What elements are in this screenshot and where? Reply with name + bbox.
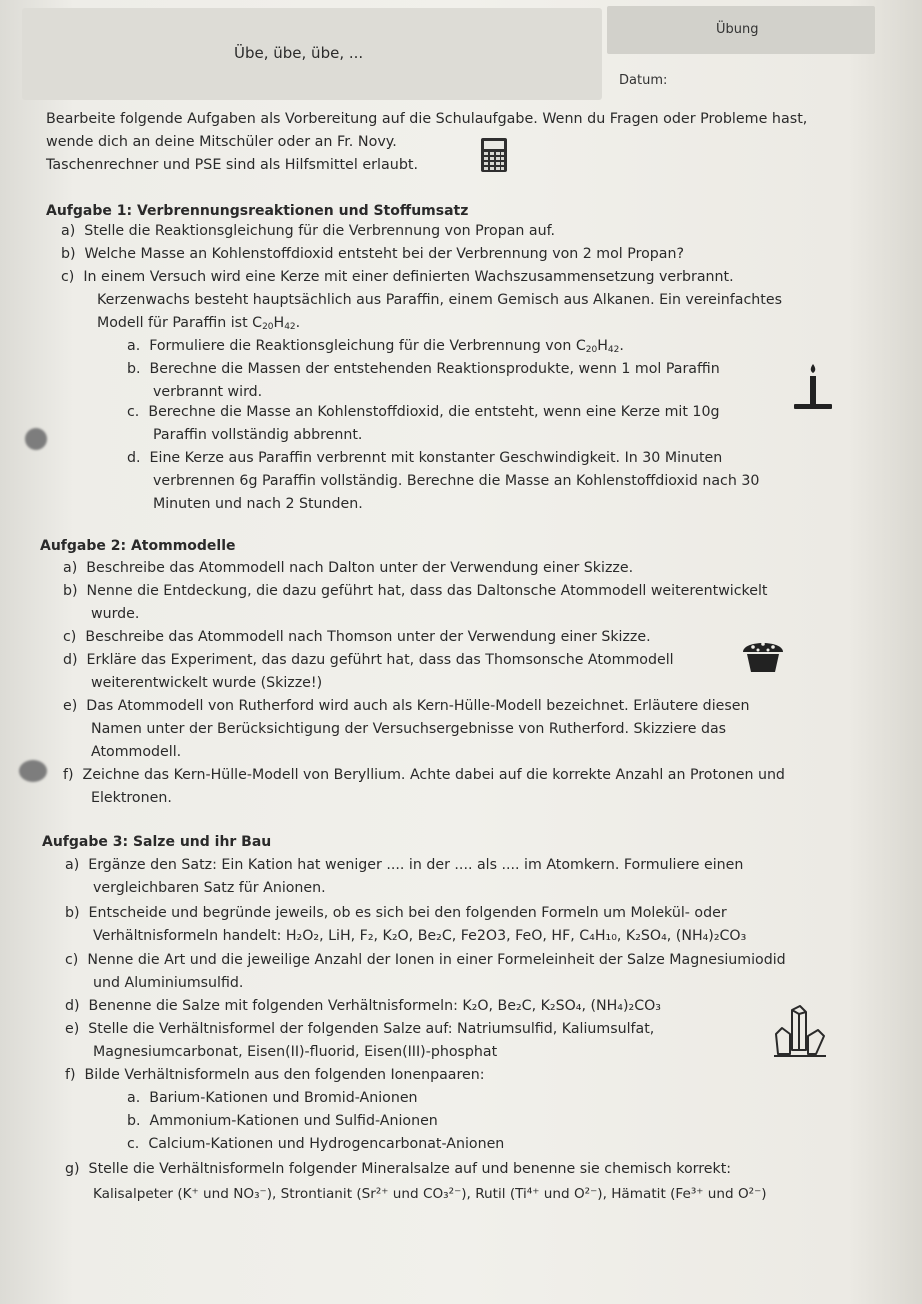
formula-element: H [273,315,285,331]
task1-cc-line1: c. Berechne die Masse an Kohlenstoffdioxid, die entsteht, wenn eine Kerze mit 10g [127,404,720,420]
task3-g-line1: g) Stelle die Verhältnisformeln folgender Mineralsalze auf und benenne sie chemisch korrekt: [65,1161,732,1177]
task2-b-line2: wurde. [91,606,140,622]
task1-c-line1: c) In einem Versuch wird eine Kerze mit einer definierten Wachszusammensetzung verbrannt. [61,269,734,285]
subscript: 42 [607,345,620,355]
muffin-icon [738,634,788,674]
task3-d-formulas: K₂O, Be₂C, K₂SO₄, (NH₄)₂CO₃ [462,998,661,1014]
punch-hole [19,760,47,782]
task1-cb-line1: b. Berechne die Massen der entstehenden Reaktionsprodukte, wenn 1 mol Paraffin [127,361,720,377]
task2-e-line3: Atommodell. [91,744,182,760]
intro-line-1: Bearbeite folgende Aufgaben als Vorbereitung auf die Schulaufgabe. Wenn du Fragen oder Probleme hast, [46,111,808,127]
task1-cb-line2: verbrannt wird. [153,384,263,400]
task1-ca [127,338,624,355]
task2-f-line2: Elektronen. [91,790,172,806]
task1-c-line2: Kerzenwachs besteht hauptsächlich aus Paraffin, einem Gemisch aus Alkanen. Ein vereinfachtes [97,292,782,308]
task3-a-line2: vergleichbaren Satz für Anionen. [93,880,326,896]
task2-f-line1: f) Zeichne das Kern-Hülle-Modell von Beryllium. Achte dabei auf die korrekte Anzahl an Protonen und [63,767,785,783]
task3-c-line2: und Aluminiumsulfid. [93,975,244,991]
task2-e-line1: e) Das Atommodell von Rutherford wird auch als Kern-Hülle-Modell bezeichnet. Erläutere diesen [63,698,750,714]
task3-f: f) Bilde Verhältnisformeln aus den folgenden Ionenpaaren: [65,1067,485,1083]
subscript: 42 [284,322,296,332]
task3-b-formulas: H₂O₂, LiH, F₂, K₂O, Be₂C, Fe2O3, FeO, HF, C₄H₁₀, K₂SO₄, (NH₄)₂CO₃ [285,928,747,944]
task1-ca-text: a. Formuliere die Reaktionsgleichung für die Verbrennung von C [127,338,586,354]
task3-title: Aufgabe 3: Salze und ihr Bau [42,834,272,850]
subscript: 20 [262,322,274,332]
punctuation: . [619,338,624,354]
task3-b-text: Verhältnisformeln handelt: [93,928,286,944]
task3-fa: a. Barium-Kationen und Bromid-Anionen [127,1090,418,1106]
task1-c-line3 [97,315,300,332]
task3-fc: c. Calcium-Kationen und Hydrogencarbonat-Anionen [127,1136,505,1152]
task1-c-line3-text: Modell für Paraffin ist C [97,315,263,331]
task1-cd-line1: d. Eine Kerze aus Paraffin verbrennt mit konstanter Geschwindigkeit. In 30 Minuten [127,450,723,466]
candle-icon [790,362,836,412]
uebung-badge-label: Übung [716,22,759,37]
worksheet-title: Übe, übe, übe, ... [234,44,364,62]
task3-b-line2 [93,928,746,944]
intro-text [46,108,866,177]
punctuation: . [295,315,301,331]
task2-d-line1: d) Erkläre das Experiment, das dazu geführt hat, dass das Thomsonsche Atommodell [63,652,674,668]
task3-g-line2: Kalisalpeter (K⁺ und NO₃⁻), Strontianit (Sr²⁺ und CO₃²⁻), Rutil (Ti⁴⁺ und O²⁻), Hämatit (Fe³⁺ und O²⁻) [93,1186,767,1202]
task3-b-line1: b) Entscheide und begründe jeweils, ob es sich bei den folgenden Formeln um Molekül- oder [65,905,727,921]
task3-fb: b. Ammonium-Kationen und Sulfid-Anionen [127,1113,438,1129]
task1-cd-line2: verbrennen 6g Paraffin vollständig. Berechne die Masse an Kohlenstoffdioxid nach 30 [153,473,760,489]
calculator-icon [481,138,507,172]
task2-e-line2: Namen unter der Berücksichtigung der Versuchsergebnisse von Rutherford. Skizziere das [91,721,727,737]
crystal-icon [770,1004,830,1060]
task3-c-line1: c) Nenne die Art und die jeweilige Anzahl der Ionen in einer Formeleinheit der Salze Magnesiumiodid [65,952,786,968]
task3-d [65,998,661,1014]
task1-cc-line2: Paraffin vollständig abbrennt. [153,427,363,443]
intro-line-2: wende dich an deine Mitschüler oder an Fr. Novy. [46,134,397,150]
task2-c: c) Beschreibe das Atommodell nach Thomson unter der Verwendung einer Skizze. [63,629,651,645]
task1-a: a) Stelle die Reaktionsgleichung für die Verbrennung von Propan auf. [61,223,556,239]
task3-e-line1: e) Stelle die Verhältnisformel der folgenden Salze auf: Natriumsulfid, Kaliumsulfat, [65,1021,655,1037]
task3-d-text: d) Benenne die Salze mit folgenden Verhältnisformeln: [65,998,463,1014]
task2-title: Aufgabe 2: Atommodelle [40,538,236,554]
intro-line-3: Taschenrechner und PSE sind als Hilfsmittel erlaubt. [46,157,419,173]
subscript: 20 [585,345,598,355]
formula-element: H [597,338,608,354]
task3-e-line2: Magnesiumcarbonat, Eisen(II)-fluorid, Eisen(III)-phosphat [93,1044,498,1060]
task3-a-line1: a) Ergänze den Satz: Ein Kation hat weniger .... in der .... als .... im Atomkern. Formuliere einen [65,857,744,873]
task1-b: b) Welche Masse an Kohlenstoffdioxid entsteht bei der Verbrennung von 2 mol Propan? [61,246,684,262]
task1-title: Aufgabe 1: Verbrennungsreaktionen und Stoffumsatz [46,203,469,219]
date-label: Datum: [619,73,668,88]
task1-cd-line3: Minuten und nach 2 Stunden. [153,496,363,512]
punch-hole [25,428,47,450]
task2-a: a) Beschreibe das Atommodell nach Dalton unter der Verwendung einer Skizze. [63,560,634,576]
task2-b-line1: b) Nenne die Entdeckung, die dazu geführt hat, dass das Daltonsche Atommodell weiterentwickelt [63,583,768,599]
task2-d-line2: weiterentwickelt wurde (Skizze!) [91,675,323,691]
